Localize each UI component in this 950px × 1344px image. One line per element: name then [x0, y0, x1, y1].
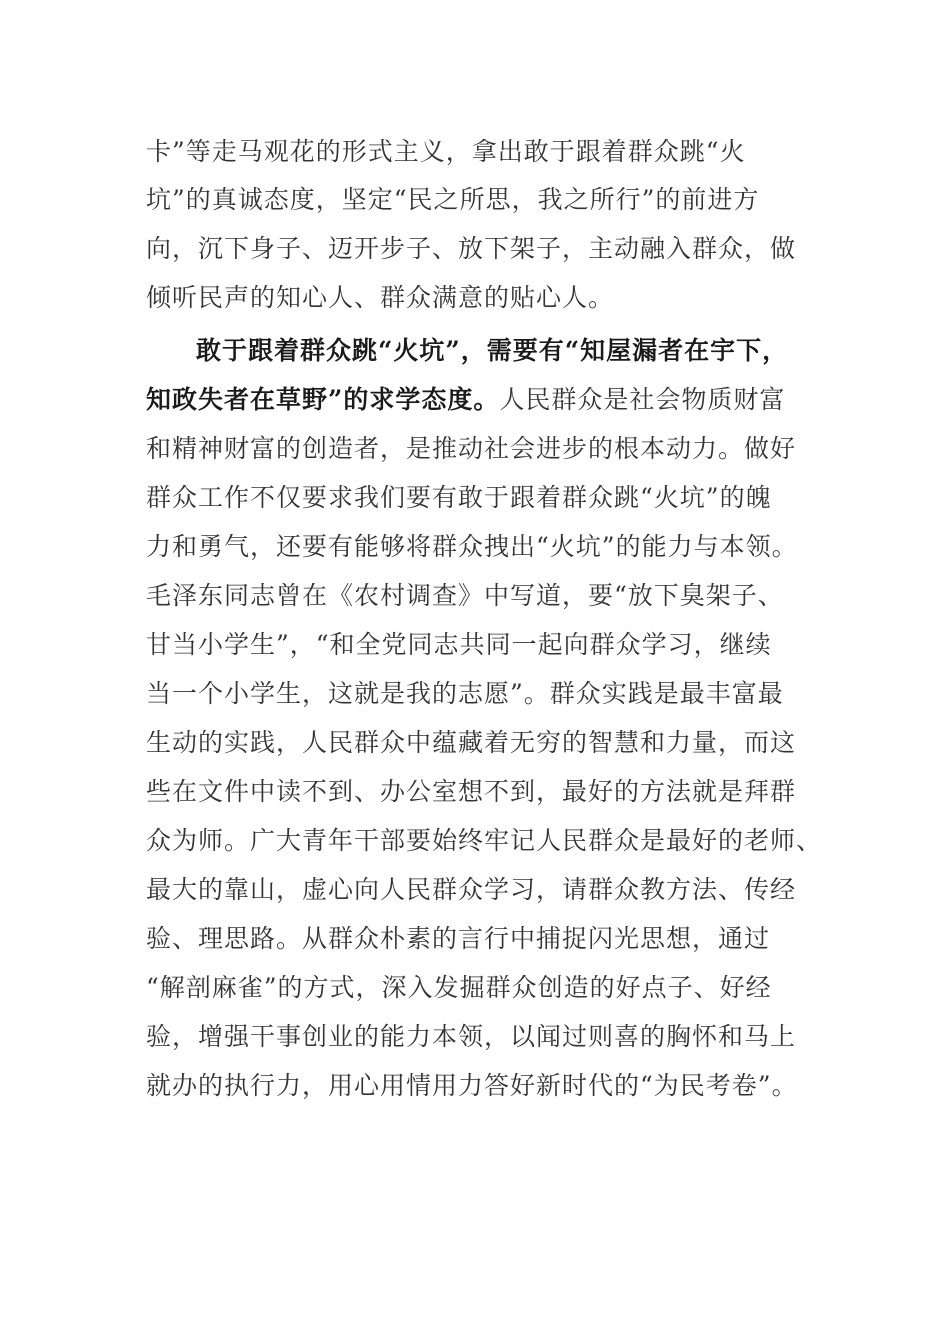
paragraph-2-line-5: 力和勇气，还要有能够将群众拽出“火坑”的能力与本领。 — [146, 532, 798, 561]
paragraph-2-line-12: 最大的靠山，虚心向人民群众学习，请群众教方法、传经 — [146, 875, 797, 904]
paragraph-1-line-2: 坑”的真诚态度，坚定“民之所思，我之所行”的前进方 — [146, 185, 760, 214]
paragraph-2-line-2 — [146, 385, 785, 415]
paragraph-2-line-15: 验，增强干事创业的能力本领，以闻过则喜的胸怀和马上 — [146, 1022, 797, 1051]
paragraph-2-line-7: 甘当小学生”，“和全党同志共同一起向群众学习，继续 — [146, 630, 772, 659]
paragraph-2-line-10: 些在文件中读不到、办公室想不到，最好的方法就是拜群 — [146, 777, 797, 806]
paragraph-2-line-2-rest: 人民群众是社会物质财富 — [499, 385, 786, 414]
paragraph-2-heading-line-2: 知政失者在草野”的求学态度。 — [146, 385, 500, 414]
paragraph-2-line-13: 验、理思路。从群众朴素的言行中捕捉闪光思想，通过 — [146, 924, 771, 953]
paragraph-2-heading-line-1: 敢于跟着群众跳“火坑”，需要有“知屋漏者在宇下， — [196, 336, 789, 365]
paragraph-2-line-16: 就办的执行力，用心用情用力答好新时代的“为民考卷”。 — [146, 1071, 798, 1100]
paragraph-2-line-6: 毛泽东同志曾在《农村调查》中写道，要“放下臭架子、 — [146, 581, 784, 610]
paragraph-1-line-4: 倾听民声的知心人、群众满意的贴心人。 — [146, 283, 615, 312]
paragraph-2-line-14: “解剖麻雀”的方式，深入发掘群众创造的好点子、好经 — [146, 973, 772, 1002]
paragraph-2-line-3: 和精神财富的创造者，是推动社会进步的根本动力。做好 — [146, 434, 797, 463]
paragraph-2-line-11: 众为师。广大青年干部要始终牢记人民群众是最好的老师、 — [146, 826, 823, 855]
paragraph-1-line-1: 卡”等走马观花的形式主义，拿出敢于跟着群众跳“火 — [146, 137, 746, 166]
paragraph-2-line-4: 群众工作不仅要求我们要有敢于跟着群众跳“火坑”的魄 — [146, 483, 772, 512]
paragraph-2-line-8: 当一个小学生，这就是我的志愿”。群众实践是最丰富最 — [146, 679, 784, 708]
paragraph-1-line-3: 向，沉下身子、迈开步子、放下架子，主动融入群众，做 — [146, 234, 797, 263]
paragraph-2-line-9: 生动的实践，人民群众中蕴藏着无穷的智慧和力量，而这 — [146, 728, 797, 757]
